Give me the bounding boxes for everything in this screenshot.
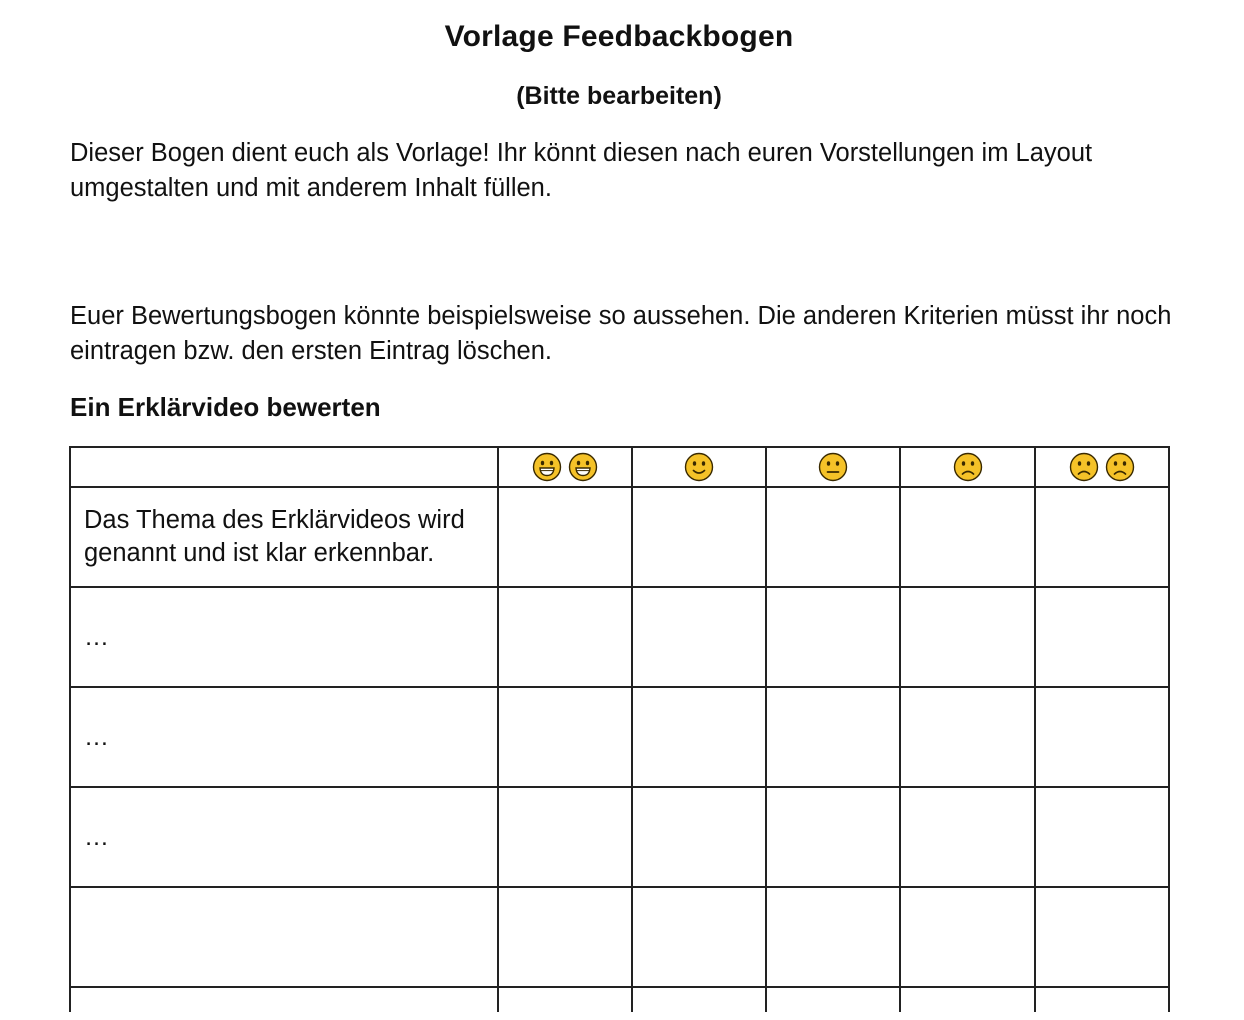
- criterion-header-cell: [70, 447, 498, 487]
- rating-scale-1: [532, 448, 598, 486]
- criterion-cell[interactable]: [70, 687, 498, 787]
- rating-header-cell: [498, 447, 632, 487]
- rating-cell[interactable]: [498, 987, 632, 1012]
- criterion-row: [70, 587, 1169, 687]
- example-note-paragraph: Euer Bewertungsbogen könnte beispielsweise so aussehen. Die anderen Kriterien müsst ihr noch eintragen bzw. den ersten Eintrag löschen.: [70, 302, 1172, 365]
- rating-cell[interactable]: [766, 687, 900, 787]
- rating-cell[interactable]: [632, 787, 766, 887]
- grinning-face-icon: [568, 452, 598, 482]
- criterion-text: …: [84, 722, 110, 751]
- rating-header-cell: [1035, 447, 1169, 487]
- rating-header-cell: [632, 447, 766, 487]
- criterion-row: [70, 487, 1169, 587]
- document-title: Vorlage Feedbackbogen: [444, 20, 794, 53]
- frowning-face-icon: [1105, 452, 1135, 482]
- criterion-text: …: [84, 622, 110, 651]
- criterion-cell[interactable]: [70, 987, 498, 1012]
- criterion-row: [70, 787, 1169, 887]
- rating-cell[interactable]: [632, 587, 766, 687]
- criterion-cell[interactable]: [70, 587, 498, 687]
- rating-cell[interactable]: [632, 987, 766, 1012]
- criterion-row: [70, 887, 1169, 987]
- rating-cell[interactable]: [1035, 687, 1169, 787]
- rating-cell[interactable]: [766, 787, 900, 887]
- rating-cell[interactable]: [766, 987, 900, 1012]
- rating-cell[interactable]: [498, 887, 632, 987]
- rating-header-cell: [766, 447, 900, 487]
- rating-scale-3: [818, 448, 848, 486]
- criterion-row: [70, 687, 1169, 787]
- rating-cell[interactable]: [498, 487, 632, 587]
- rating-cell[interactable]: [498, 687, 632, 787]
- rating-cell[interactable]: [1035, 487, 1169, 587]
- rating-cell[interactable]: [766, 887, 900, 987]
- rating-cell[interactable]: [766, 587, 900, 687]
- rating-table: [69, 446, 1170, 1012]
- rating-cell[interactable]: [632, 887, 766, 987]
- rating-cell[interactable]: [900, 887, 1034, 987]
- criterion-text: Das Thema des Erklärvideos wird genannt und ist klar erkennbar.: [84, 506, 465, 567]
- criterion-cell[interactable]: [70, 887, 498, 987]
- rating-cell[interactable]: [900, 587, 1034, 687]
- rating-cell[interactable]: [766, 487, 900, 587]
- rating-cell[interactable]: [900, 687, 1034, 787]
- grinning-face-icon: [532, 452, 562, 482]
- rating-scale-2: [684, 448, 714, 486]
- rating-cell[interactable]: [1035, 587, 1169, 687]
- rating-header-row: [70, 447, 1169, 487]
- rating-cell[interactable]: [900, 987, 1034, 1012]
- smiling-face-icon: [684, 452, 714, 482]
- frowning-face-icon: [953, 452, 983, 482]
- rating-cell[interactable]: [1035, 987, 1169, 1012]
- rating-cell[interactable]: [900, 487, 1034, 587]
- rating-cell[interactable]: [900, 787, 1034, 887]
- criterion-text: …: [84, 822, 110, 851]
- intro-paragraph: Dieser Bogen dient euch als Vorlage! Ihr könnt diesen nach euren Vorstellungen im Layout umgestalten und mit anderem Inhalt füllen.: [70, 139, 1093, 202]
- frowning-face-icon: [1069, 452, 1099, 482]
- rating-scale-4: [953, 448, 983, 486]
- document-subtitle: (Bitte bearbeiten): [516, 82, 722, 110]
- rating-cell[interactable]: [632, 687, 766, 787]
- rating-table-container: [69, 446, 1170, 1012]
- rating-cell[interactable]: [498, 587, 632, 687]
- section-heading: Ein Erklärvideo bewerten: [70, 392, 381, 422]
- rating-cell[interactable]: [498, 787, 632, 887]
- rating-header-cell: [900, 447, 1034, 487]
- rating-cell[interactable]: [1035, 887, 1169, 987]
- criterion-row: [70, 987, 1169, 1012]
- criterion-cell[interactable]: [70, 487, 498, 587]
- rating-cell[interactable]: [1035, 787, 1169, 887]
- rating-scale-5: [1069, 448, 1135, 486]
- rating-cell[interactable]: [632, 487, 766, 587]
- criterion-cell[interactable]: [70, 787, 498, 887]
- neutral-face-icon: [818, 452, 848, 482]
